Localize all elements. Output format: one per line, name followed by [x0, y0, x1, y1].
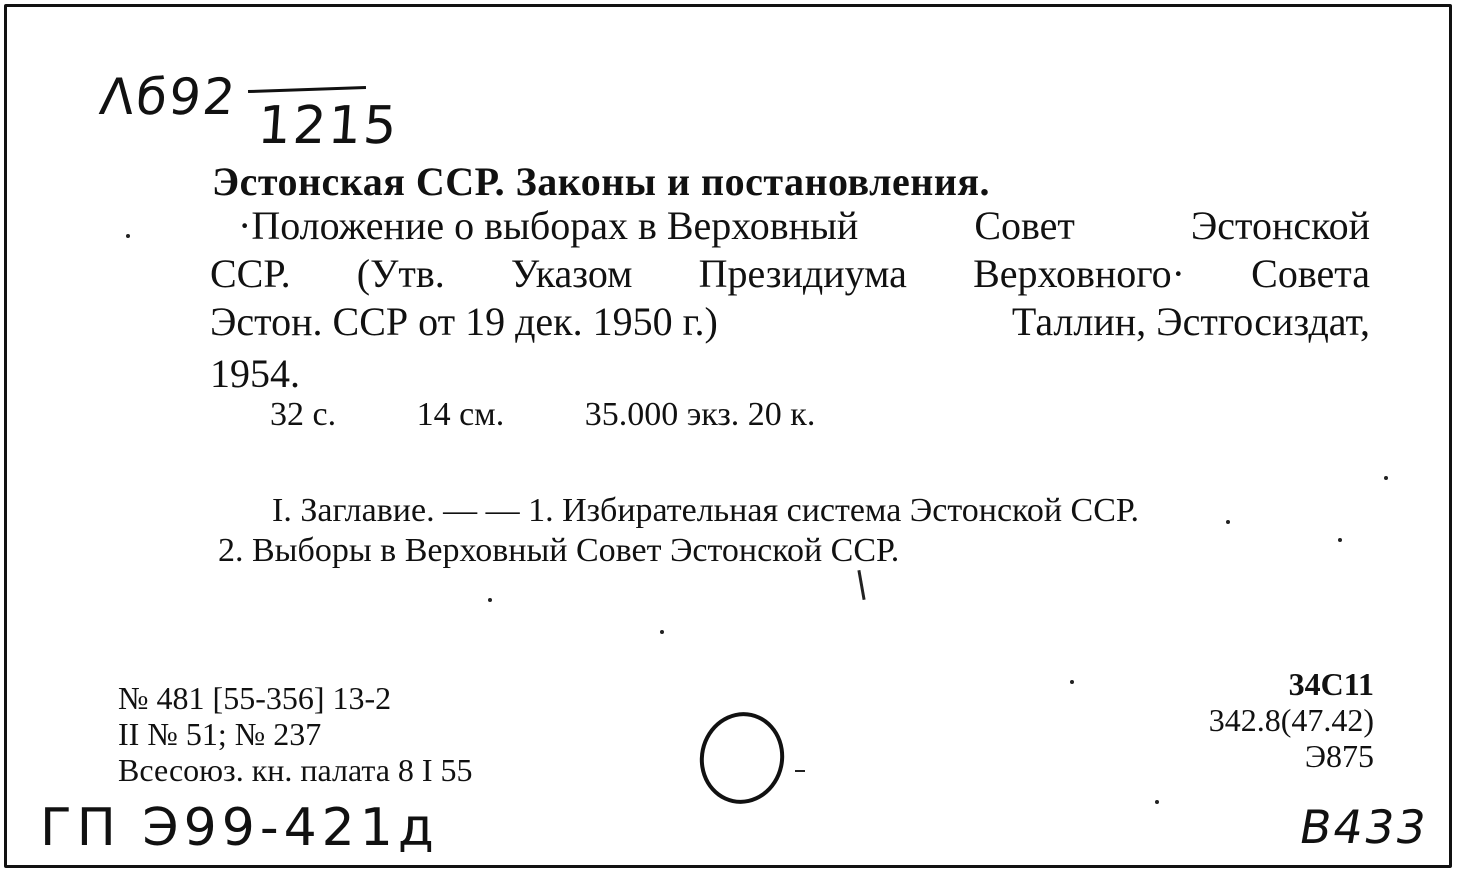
entry-text: ССР. — [210, 251, 291, 296]
card-info — [118, 680, 473, 788]
classification-line: 342.8(47.42) — [1208, 702, 1374, 738]
scan-speck — [1384, 476, 1388, 480]
scan-speck — [1155, 800, 1159, 804]
scan-mark — [795, 770, 805, 772]
classification-line: 34С11 — [1288, 666, 1374, 702]
collation-line — [270, 396, 887, 434]
collation-pages: 32 с. — [270, 396, 337, 433]
entry-text: Президиума — [698, 251, 907, 296]
scan-speck — [126, 234, 130, 238]
scan-speck — [1070, 680, 1074, 684]
collation-size: 14 см. — [416, 396, 505, 433]
card-info-line: Всесоюз. кн. палата 8 I 55 — [118, 752, 473, 788]
entry-body-line-3 — [210, 298, 1370, 345]
entry-body-line-4: 1954. — [210, 351, 300, 396]
tracing-line-2: 2. Выборы в Верховный Совет Эстонской ССР. — [218, 532, 900, 569]
entry-text: ·Положение о выборах в Верховный — [238, 203, 859, 248]
entry-text: Верховного· — [973, 251, 1185, 296]
entry-body-line-1 — [238, 202, 1370, 249]
card-info-line: II № 51; № 237 — [118, 716, 322, 752]
shelf-mark-prefix: Λб92 — [96, 68, 240, 126]
collation-print-run: 35.000 экз. 20 к. — [584, 396, 816, 433]
entry-text: Совета — [1251, 251, 1370, 296]
entry-heading: Эстонская ССР. Законы и постановления. — [212, 159, 991, 204]
scan-speck — [488, 598, 492, 602]
entry-text: Совет — [974, 203, 1075, 248]
card-info-line: № 481 [55-356] 13-2 — [118, 680, 392, 716]
scan-speck — [660, 630, 664, 634]
classification-line: Э875 — [1304, 738, 1374, 774]
tracing-line-1: I. Заглавие. — — 1. Избирательная система Эстонской ССР. — [272, 492, 1140, 529]
shelf-mark-number: 1215 — [255, 96, 401, 156]
entry-text: (Утв. — [356, 251, 445, 296]
entry-text: Указом — [510, 251, 633, 296]
entry-body-line-2 — [210, 250, 1370, 297]
inventory-number: ГП Э99-421д — [40, 798, 439, 858]
entry-text: Таллин, Эстгосиздат, — [1011, 299, 1370, 344]
scan-speck — [1338, 538, 1342, 542]
corner-number: В433 — [1295, 800, 1433, 854]
entry-text: Эстонской — [1190, 203, 1370, 248]
classification-block — [1209, 666, 1374, 774]
entry-text: Эстон. ССР от 19 дек. 1950 г.) — [210, 299, 718, 344]
scan-speck — [1226, 520, 1230, 524]
